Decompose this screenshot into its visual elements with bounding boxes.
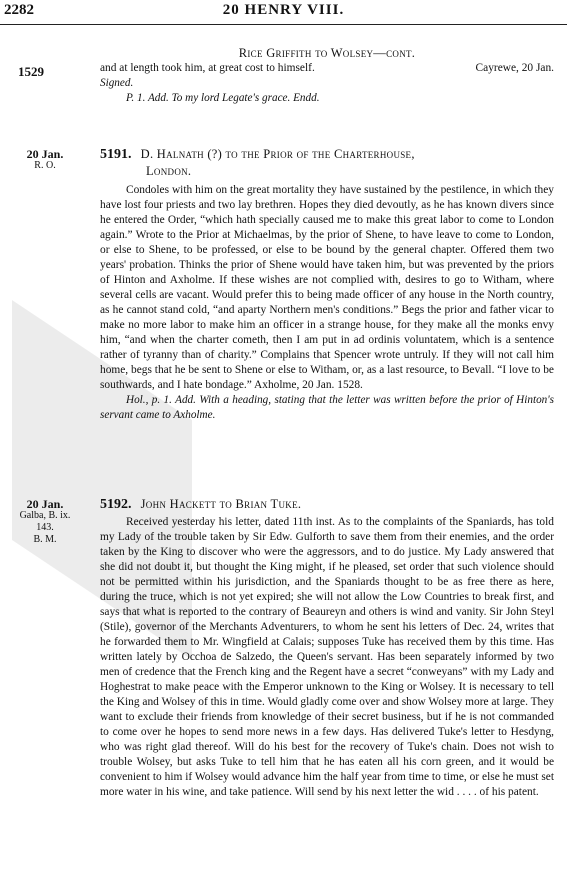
margin-source-folio: 143. [36,522,54,533]
entry-number: 5191. [100,147,132,162]
entry-body: Condoles with him on the great mortality they have sustained by the pestilence, in which they have lost four priests and two lay brethren. Hopes they died devoutly, as he has known divers since he entered the Order, “which hath specially caused me to make this great labor to come to London again.” Wrote to the Prior at Michaelmas, by the prior of Shene, to have leave to come to London, or else to Shene, to be professed, or else to be bound by the general chapter. Offered them two years' probation. Thinks the prior of Shene would have taken him, but was prevented by the priors of Hinton and Axholme. If these wishes are not complied with, desires to go to Witham, where several cells are vacant. Would prefer this to being made officer of any house in the North country, as he cannot stand cold, “and aparty Northern men's conditions.” Begs the prior and father vicar to make no more labor to make him an officer in a strange house, for they make all the monks envy him, “and when the charter cometh, then I am put in ad ordinis voluntatem, which is a sentence rather of tyranny than of charity.” Complains that Spencer wrote untruly. If they will not call him home, begs that he be sent to Shene or else to Witham, or, as a last resource, to Bevall. “I love to be southwards, and I hate bondage.” Axholme, 20 Jan. 1528. [100,184,554,391]
margin-date: 20 Jan. [26,147,64,161]
entry-note: Hol., p. 1. Add. With a heading, stating that the letter was written before the prior of Hinton's servant came to Axholme. [100,394,554,421]
entry-body: Received yesterday his letter, dated 11th inst. As to the complaints of the Spaniards, has told my Lady of the trouble taken by Sir Edw. Gulforth to save them from their enemies, and the order taken by the King to discover who were the aggressors, and to do justice. My Lady answered that she did not doubt it, but thought the King might, if he pleased, set order that such violence should not be permitted within his jurisdiction, and the Spaniards thought to be as free there as here, during the truce, which is not yet expired; she will not allow the Low Countries to break first, and says that what is reported to the contrary of Beaureyn and others is wind and vanity. Sir John Steyl (Stile), governor of the Merchants Adventurers, to whom he sent his letters of Dec. 24, writes that he forwarded them to Mr. Wingfield at Calais; supposes Tuke has received them by this time. Has written lately by Occhoa de Salzedo, the Queen's servant. Has been separately informed by two men of credence that the French king and the Regent have a secret “conweyans” with my Lady and Hoghestrat to make peace with the Emperor unknown to the King or Wolsey. It is necessary to tell the King and Wolsey of this in time. Would gladly come over and show Wolsey more at large. They want to exclude their friends from knowledge of their secret business, but if he is not commanded to come over he hopes to send more news in a few days. Has delivered Tuke's letter to Hesdyng, who was right glad thereof. Will do his best for the recovery of Tuke's chain. Does not wish to trouble Wolsey, but asks Tuke to tell him that he has eaten all his corn green, and it would be convenient to him if Wolsey would advance him the half year from time to time, or else he must set more water in his wine, and take patience. Will send by his next letter the wid . . . . of his patent. [100,516,554,798]
margin-date: 20 Jan. [26,497,64,511]
continued-entry [100,46,554,106]
margin-entry-5192 [4,498,86,546]
page-header [0,2,567,24]
margin-source: R. O. [34,160,56,171]
page-number: 2282 [4,2,34,18]
margin-source-repository: B. M. [33,534,57,545]
entry-number: 5192. [100,497,132,512]
continued-dateline: Cayrewe, 20 Jan. [475,62,554,74]
entry-heading [100,146,554,163]
continued-text-line [100,61,554,76]
running-title: 20 HENRY VIII. [222,2,345,18]
continued-note: P. 1. Add. To my lord Legate's grace. Endd. [126,92,320,104]
continued-text: and at length took him, at great cost to himself. [100,62,315,74]
continued-heading: Rice Griffith to Wolsey—cont. [238,46,416,60]
entry-title: John Hackett to Brian Tuke. [140,497,302,511]
entry-title: D. Halnath (?) to the Prior of the Charterhouse, [140,147,415,161]
margin-source: Galba, B. ix. [19,510,71,521]
margin-entry-5191 [4,148,86,172]
entry-5192 [100,496,554,800]
header-rule [0,24,567,25]
year-marker: 1529 [18,64,44,79]
entry-title-continued: London. [146,164,192,178]
signed-note: Signed. [100,77,134,89]
entry-heading [100,496,554,513]
entry-5191 [100,146,554,423]
